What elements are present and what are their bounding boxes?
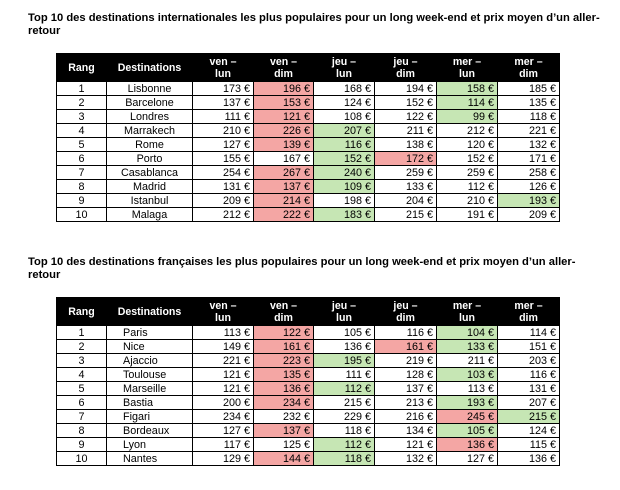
destination-cell: Ajaccio (107, 354, 193, 368)
mer-lun-price-cell: 103 € (437, 368, 498, 382)
table-row (57, 124, 560, 138)
mer-dim-price-cell: 136 € (498, 452, 560, 466)
rank-cell: 6 (57, 152, 107, 166)
jeu-lun-header: jeu – lun (314, 54, 375, 82)
ven-lun-price-cell: 200 € (193, 396, 254, 410)
rank-cell: 9 (57, 438, 107, 452)
jeu-dim-header: jeu – dim (375, 298, 437, 326)
ven-dim-price-cell: 167 € (254, 152, 314, 166)
mer-lun-price-cell: 158 € (437, 82, 498, 96)
mer-lun-price-cell: 113 € (437, 382, 498, 396)
jeu-dim-price-cell: 134 € (375, 424, 437, 438)
mer-dim-header: mer – dim (498, 298, 560, 326)
jeu-dim-price-cell: 132 € (375, 452, 437, 466)
ven-dim-price-cell: 226 € (254, 124, 314, 138)
table-row (57, 152, 560, 166)
ven-lun-price-cell: 173 € (193, 82, 254, 96)
jeu-lun-price-cell: 198 € (314, 194, 375, 208)
destination-cell: Casablanca (107, 166, 193, 180)
section-title-france: Top 10 des destinations françaises les plus populaires pour un long week-end et prix moyen d’un aller-retour (28, 256, 576, 281)
ven-dim-price-cell: 222 € (254, 208, 314, 222)
jeu-dim-price-cell: 216 € (375, 410, 437, 424)
ven-lun-price-cell: 111 € (193, 110, 254, 124)
jeu-lun-price-cell: 152 € (314, 152, 375, 166)
rank-cell: 2 (57, 96, 107, 110)
mer-dim-price-cell: 151 € (498, 340, 560, 354)
ven-lun-price-cell: 127 € (193, 424, 254, 438)
table-row (57, 410, 560, 424)
table-row (57, 368, 560, 382)
jeu-lun-price-cell: 109 € (314, 180, 375, 194)
ven-dim-price-cell: 196 € (254, 82, 314, 96)
jeu-lun-price-cell: 108 € (314, 110, 375, 124)
destination-cell: Nice (107, 340, 193, 354)
mer-dim-price-cell: 209 € (498, 208, 560, 222)
ven-lun-price-cell: 212 € (193, 208, 254, 222)
destination-cell: Marrakech (107, 124, 193, 138)
destination-cell: Porto (107, 152, 193, 166)
rank-cell: 3 (57, 110, 107, 124)
rank-cell: 5 (57, 382, 107, 396)
destination-cell: Toulouse (107, 368, 193, 382)
table-row (57, 438, 560, 452)
mer-dim-price-cell: 135 € (498, 96, 560, 110)
destination-cell: Madrid (107, 180, 193, 194)
jeu-lun-price-cell: 112 € (314, 382, 375, 396)
ven-dim-price-cell: 122 € (254, 326, 314, 340)
jeu-dim-price-cell: 133 € (375, 180, 437, 194)
ven-dim-price-cell: 136 € (254, 382, 314, 396)
jeu-lun-price-cell: 116 € (314, 138, 375, 152)
table-row (57, 82, 560, 96)
destination-cell: Londres (107, 110, 193, 124)
ven-dim-price-cell: 135 € (254, 368, 314, 382)
jeu-dim-price-cell: 215 € (375, 208, 437, 222)
destination-cell: Figari (107, 410, 193, 424)
ven-dim-price-cell: 267 € (254, 166, 314, 180)
ven-dim-price-cell: 125 € (254, 438, 314, 452)
jeu-dim-price-cell: 259 € (375, 166, 437, 180)
mer-lun-price-cell: 210 € (437, 194, 498, 208)
table-row (57, 396, 560, 410)
table-row (57, 180, 560, 194)
mer-lun-price-cell: 191 € (437, 208, 498, 222)
rank-cell: 4 (57, 368, 107, 382)
ven-lun-price-cell: 137 € (193, 96, 254, 110)
jeu-dim-price-cell: 137 € (375, 382, 437, 396)
rank-cell: 4 (57, 124, 107, 138)
rank-cell: 7 (57, 166, 107, 180)
mer-dim-price-cell: 171 € (498, 152, 560, 166)
mer-lun-price-cell: 105 € (437, 424, 498, 438)
ven-lun-price-cell: 234 € (193, 410, 254, 424)
ven-lun-price-cell: 209 € (193, 194, 254, 208)
rank-cell: 10 (57, 208, 107, 222)
mer-lun-price-cell: 99 € (437, 110, 498, 124)
destination-cell: Paris (107, 326, 193, 340)
rank-cell: 10 (57, 452, 107, 466)
jeu-lun-price-cell: 207 € (314, 124, 375, 138)
rank-cell: 6 (57, 396, 107, 410)
rank-cell: 2 (57, 340, 107, 354)
ven-dim-price-cell: 137 € (254, 180, 314, 194)
mer-lun-header: mer – lun (437, 54, 498, 82)
ven-lun-price-cell: 131 € (193, 180, 254, 194)
destinations-header: Destinations (107, 298, 193, 326)
destination-cell: Bastia (107, 396, 193, 410)
mer-lun-price-cell: 127 € (437, 452, 498, 466)
jeu-lun-price-cell: 111 € (314, 368, 375, 382)
table-row (57, 340, 560, 354)
rank-cell: 8 (57, 180, 107, 194)
table-row (57, 194, 560, 208)
mer-lun-price-cell: 114 € (437, 96, 498, 110)
mer-dim-price-cell: 185 € (498, 82, 560, 96)
ven-dim-header: ven – dim (254, 298, 314, 326)
jeu-lun-price-cell: 118 € (314, 424, 375, 438)
mer-lun-header: mer – lun (437, 298, 498, 326)
ven-dim-price-cell: 161 € (254, 340, 314, 354)
destination-cell: Lisbonne (107, 82, 193, 96)
mer-lun-price-cell: 211 € (437, 354, 498, 368)
mer-dim-price-cell: 115 € (498, 438, 560, 452)
jeu-lun-price-cell: 136 € (314, 340, 375, 354)
ven-lun-price-cell: 127 € (193, 138, 254, 152)
jeu-lun-price-cell: 124 € (314, 96, 375, 110)
jeu-lun-price-cell: 195 € (314, 354, 375, 368)
destination-cell: Istanbul (107, 194, 193, 208)
ven-lun-price-cell: 221 € (193, 354, 254, 368)
ven-lun-price-cell: 149 € (193, 340, 254, 354)
jeu-lun-header: jeu – lun (314, 298, 375, 326)
ven-dim-price-cell: 223 € (254, 354, 314, 368)
mer-dim-header: mer – dim (498, 54, 560, 82)
table-row (57, 354, 560, 368)
table-row (57, 138, 560, 152)
rank-cell: 3 (57, 354, 107, 368)
ven-dim-price-cell: 234 € (254, 396, 314, 410)
jeu-lun-price-cell: 118 € (314, 452, 375, 466)
ven-dim-price-cell: 232 € (254, 410, 314, 424)
ven-lun-price-cell: 113 € (193, 326, 254, 340)
jeu-dim-price-cell: 213 € (375, 396, 437, 410)
destination-cell: Nantes (107, 452, 193, 466)
mer-dim-price-cell: 221 € (498, 124, 560, 138)
jeu-dim-price-cell: 138 € (375, 138, 437, 152)
mer-lun-price-cell: 259 € (437, 166, 498, 180)
jeu-dim-price-cell: 122 € (375, 110, 437, 124)
rank-cell: 5 (57, 138, 107, 152)
mer-dim-price-cell: 116 € (498, 368, 560, 382)
mer-dim-price-cell: 207 € (498, 396, 560, 410)
mer-dim-price-cell: 132 € (498, 138, 560, 152)
jeu-dim-price-cell: 116 € (375, 326, 437, 340)
jeu-lun-price-cell: 112 € (314, 438, 375, 452)
international-destinations-table (56, 53, 560, 222)
destination-cell: Lyon (107, 438, 193, 452)
mer-dim-price-cell: 114 € (498, 326, 560, 340)
jeu-dim-price-cell: 121 € (375, 438, 437, 452)
rank-cell: 1 (57, 82, 107, 96)
rank-cell: 7 (57, 410, 107, 424)
ven-dim-price-cell: 153 € (254, 96, 314, 110)
jeu-dim-price-cell: 152 € (375, 96, 437, 110)
ven-lun-price-cell: 121 € (193, 382, 254, 396)
jeu-lun-price-cell: 240 € (314, 166, 375, 180)
rank-cell: 9 (57, 194, 107, 208)
mer-lun-price-cell: 245 € (437, 410, 498, 424)
destinations-header: Destinations (107, 54, 193, 82)
mer-lun-price-cell: 193 € (437, 396, 498, 410)
table-row (57, 452, 560, 466)
jeu-lun-price-cell: 229 € (314, 410, 375, 424)
mer-dim-price-cell: 126 € (498, 180, 560, 194)
mer-dim-price-cell: 118 € (498, 110, 560, 124)
jeu-lun-price-cell: 168 € (314, 82, 375, 96)
mer-dim-price-cell: 193 € (498, 194, 560, 208)
jeu-dim-price-cell: 128 € (375, 368, 437, 382)
jeu-dim-price-cell: 204 € (375, 194, 437, 208)
mer-lun-price-cell: 133 € (437, 340, 498, 354)
rank-header: Rang (57, 54, 107, 82)
ven-lun-header: ven – lun (193, 54, 254, 82)
table-row (57, 424, 560, 438)
jeu-dim-header: jeu – dim (375, 54, 437, 82)
jeu-dim-price-cell: 211 € (375, 124, 437, 138)
rank-cell: 8 (57, 424, 107, 438)
table-row (57, 96, 560, 110)
mer-lun-price-cell: 104 € (437, 326, 498, 340)
ven-lun-price-cell: 155 € (193, 152, 254, 166)
jeu-lun-price-cell: 215 € (314, 396, 375, 410)
mer-dim-price-cell: 215 € (498, 410, 560, 424)
rank-header: Rang (57, 298, 107, 326)
mer-lun-price-cell: 136 € (437, 438, 498, 452)
jeu-dim-price-cell: 219 € (375, 354, 437, 368)
ven-lun-header: ven – lun (193, 298, 254, 326)
ven-dim-header: ven – dim (254, 54, 314, 82)
ven-lun-price-cell: 129 € (193, 452, 254, 466)
rank-cell: 1 (57, 326, 107, 340)
destination-cell: Barcelone (107, 96, 193, 110)
destination-cell: Rome (107, 138, 193, 152)
ven-lun-price-cell: 210 € (193, 124, 254, 138)
mer-dim-price-cell: 124 € (498, 424, 560, 438)
table-row (57, 208, 560, 222)
jeu-dim-price-cell: 172 € (375, 152, 437, 166)
section-title-international: Top 10 des destinations internationales les plus populaires pour un long week-end et prix moyen d’un aller-retour (28, 12, 600, 37)
mer-lun-price-cell: 120 € (437, 138, 498, 152)
mer-lun-price-cell: 112 € (437, 180, 498, 194)
table-row (57, 110, 560, 124)
jeu-dim-price-cell: 194 € (375, 82, 437, 96)
jeu-lun-price-cell: 105 € (314, 326, 375, 340)
mer-lun-price-cell: 152 € (437, 152, 498, 166)
ven-dim-price-cell: 144 € (254, 452, 314, 466)
ven-lun-price-cell: 254 € (193, 166, 254, 180)
mer-dim-price-cell: 258 € (498, 166, 560, 180)
ven-dim-price-cell: 214 € (254, 194, 314, 208)
jeu-dim-price-cell: 161 € (375, 340, 437, 354)
ven-dim-price-cell: 121 € (254, 110, 314, 124)
ven-dim-price-cell: 139 € (254, 138, 314, 152)
ven-lun-price-cell: 121 € (193, 368, 254, 382)
mer-lun-price-cell: 212 € (437, 124, 498, 138)
table-row (57, 166, 560, 180)
destination-cell: Malaga (107, 208, 193, 222)
french-destinations-table (56, 297, 560, 466)
destination-cell: Bordeaux (107, 424, 193, 438)
table-row (57, 326, 560, 340)
table-row (57, 382, 560, 396)
jeu-lun-price-cell: 183 € (314, 208, 375, 222)
ven-dim-price-cell: 137 € (254, 424, 314, 438)
mer-dim-price-cell: 131 € (498, 382, 560, 396)
mer-dim-price-cell: 203 € (498, 354, 560, 368)
ven-lun-price-cell: 117 € (193, 438, 254, 452)
destination-cell: Marseille (107, 382, 193, 396)
